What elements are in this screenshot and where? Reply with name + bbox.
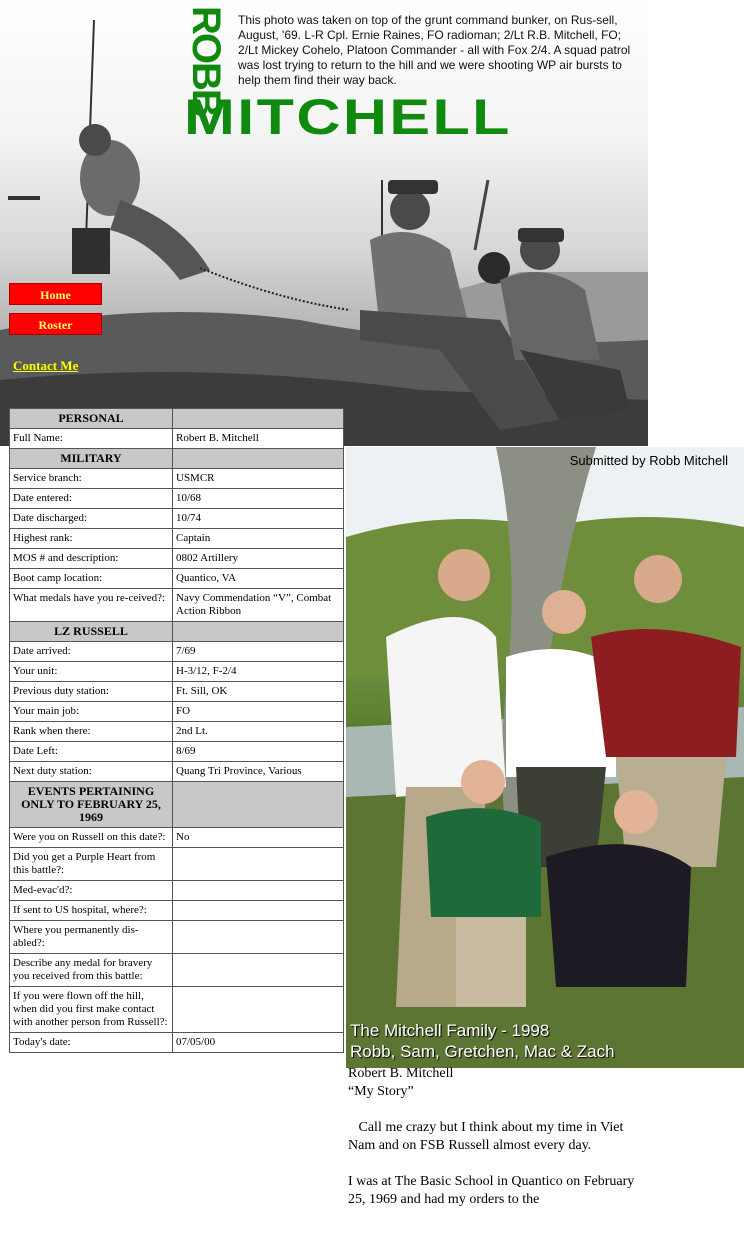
section-empty-cell [173, 782, 344, 828]
row-value: Quang Tri Province, Various [173, 762, 344, 782]
section-empty-cell [173, 622, 344, 642]
table-row [10, 848, 344, 881]
family-photo-caption [350, 1020, 615, 1062]
table-row [10, 469, 344, 489]
first-name-title: ROBB [184, 6, 228, 116]
row-label: Med-evac'd?: [10, 881, 173, 901]
section-title: PERSONAL [10, 409, 173, 429]
section-title: EVENTS PERTAINING ONLY TO FEBRUARY 25, 1969 [10, 782, 173, 828]
table-row [10, 1033, 344, 1053]
table-row [10, 529, 344, 549]
row-label: Date arrived: [10, 642, 173, 662]
roster-button[interactable]: Roster [9, 313, 102, 335]
story-paragraph: I was at The Basic School in Quantico on February 25, 1969 and had my orders to the [348, 1174, 635, 1207]
table-row [10, 742, 344, 762]
story-section [348, 1065, 648, 1227]
story-author: Robert B. Mitchell [348, 1066, 454, 1081]
row-label: Boot camp location: [10, 569, 173, 589]
row-value [173, 848, 344, 881]
table-row [10, 429, 344, 449]
row-label: Next duty station: [10, 762, 173, 782]
info-table [9, 408, 344, 1053]
table-row [10, 662, 344, 682]
row-value: 2nd Lt. [173, 722, 344, 742]
table-row [10, 722, 344, 742]
table-row [10, 702, 344, 722]
bunker-photo [0, 0, 648, 446]
section-empty-cell [173, 409, 344, 429]
row-label: Highest rank: [10, 529, 173, 549]
row-label: Did you get a Purple Heart from this battle?: [10, 848, 173, 881]
row-value: Ft. Sill, OK [173, 682, 344, 702]
row-label: Describe any medal for bravery you received from this battle: [10, 954, 173, 987]
row-value: 07/05/00 [173, 1033, 344, 1053]
table-row [10, 642, 344, 662]
table-row [10, 569, 344, 589]
section-title: MILITARY [10, 449, 173, 469]
row-value: H-3/12, F-2/4 [173, 662, 344, 682]
row-label: Where you permanently dis-abled?: [10, 921, 173, 954]
row-label: MOS # and description: [10, 549, 173, 569]
row-value: FO [173, 702, 344, 722]
row-label: Previous duty station: [10, 682, 173, 702]
row-label: If you were flown off the hill, when did you first make contact with another person from Russell?: [10, 987, 173, 1033]
table-row [10, 509, 344, 529]
photo-credit: Submitted by Robb Mitchell [569, 453, 728, 468]
table-row [10, 489, 344, 509]
row-label: If sent to US hospital, where?: [10, 901, 173, 921]
row-value: 8/69 [173, 742, 344, 762]
family-photo [346, 447, 744, 1068]
table-row [10, 682, 344, 702]
table-section-header [10, 409, 344, 429]
row-label: Date discharged: [10, 509, 173, 529]
family-caption-line1: The Mitchell Family - 1998 [350, 1021, 550, 1040]
row-label: Your unit: [10, 662, 173, 682]
row-value [173, 921, 344, 954]
table-section-header [10, 449, 344, 469]
table-row [10, 828, 344, 848]
row-value: Robert B. Mitchell [173, 429, 344, 449]
row-label: Today's date: [10, 1033, 173, 1053]
story-paragraph: Call me crazy but I think about my time in Viet Nam and on FSB Russell almost every day. [348, 1120, 627, 1153]
table-row [10, 549, 344, 569]
row-value [173, 901, 344, 921]
row-label: Service branch: [10, 469, 173, 489]
photo-caption: This photo was taken on top of the grunt command bunker, on Rus-sell, August, '69. L-R Cpl. Ernie Raines, FO radioman; 2/Lt R.B. Mitchell, FO; 2/Lt Mickey Cohelo, Platoon Commander - all with Fox 2/4. A squad patrol was lost trying to return to the hill and we were shooting WP air bursts to help them find their way back. [238, 13, 631, 87]
last-name-title: MITCHELL [184, 89, 512, 145]
row-label: Date Left: [10, 742, 173, 762]
row-label: Were you on Russell on this date?: [10, 828, 173, 848]
row-value: No [173, 828, 344, 848]
contact-link[interactable]: Contact Me [13, 358, 79, 373]
story-title: “My Story” [348, 1084, 414, 1099]
row-value: 10/74 [173, 509, 344, 529]
family-photo-image [346, 447, 744, 1068]
row-value [173, 987, 344, 1033]
row-label: Rank when there: [10, 722, 173, 742]
table-row [10, 881, 344, 901]
row-value: Captain [173, 529, 344, 549]
row-label: Full Name: [10, 429, 173, 449]
row-value [173, 881, 344, 901]
section-title: LZ RUSSELL [10, 622, 173, 642]
home-button[interactable]: Home [9, 283, 102, 305]
row-label: What medals have you re-ceived?: [10, 589, 173, 622]
table-section-header [10, 622, 344, 642]
table-row [10, 901, 344, 921]
row-label: Your main job: [10, 702, 173, 722]
table-row [10, 921, 344, 954]
info-table-body [10, 409, 344, 1053]
table-row [10, 987, 344, 1033]
table-section-header [10, 782, 344, 828]
section-empty-cell [173, 449, 344, 469]
table-row [10, 589, 344, 622]
row-value: 10/68 [173, 489, 344, 509]
table-row [10, 954, 344, 987]
family-caption-line2: Robb, Sam, Gretchen, Mac & Zach [350, 1042, 615, 1061]
table-row [10, 762, 344, 782]
row-value: Quantico, VA [173, 569, 344, 589]
row-value: USMCR [173, 469, 344, 489]
row-value: 7/69 [173, 642, 344, 662]
row-value: Navy Commendation “V”, Combat Action Ribbon [173, 589, 344, 622]
row-value [173, 954, 344, 987]
row-value: 0802 Artillery [173, 549, 344, 569]
row-label: Date entered: [10, 489, 173, 509]
